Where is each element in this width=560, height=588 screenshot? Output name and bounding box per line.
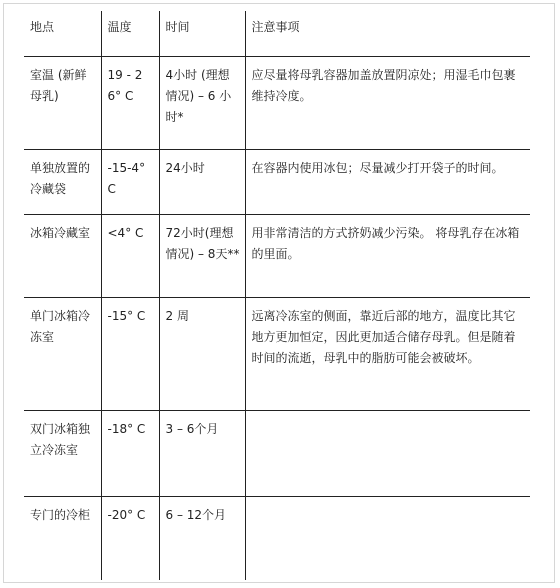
cell-time: 3 – 6个月 xyxy=(159,410,245,496)
cell-time: 24小时 xyxy=(159,149,245,214)
cell-location: 单门冰箱冷冻室 xyxy=(24,297,101,410)
cell-notes: 远离冷冻室的侧面，靠近后部的地方，温度比其它地方更加恒定，因此更加适合储存母乳。但是随着时间的流逝，母乳中的脂肪可能会被破坏。 xyxy=(245,297,530,410)
table-header-row xyxy=(24,11,530,56)
cell-notes: 应尽量将母乳容器加盖放置阴凉处；用湿毛巾包裹维持冷度。 xyxy=(245,56,530,149)
cell-time: 2 周 xyxy=(159,297,245,410)
cell-temperature: -15° C xyxy=(101,297,159,410)
table-row xyxy=(24,56,530,149)
breastmilk-storage-table xyxy=(24,11,530,580)
document-frame xyxy=(3,3,555,583)
table-row xyxy=(24,149,530,214)
cell-temperature: -18° C xyxy=(101,410,159,496)
header-location: 地点 xyxy=(24,11,101,56)
cell-notes xyxy=(245,410,530,496)
header-notes: 注意事项 xyxy=(245,11,530,56)
cell-location: 室温 (新鲜母乳) xyxy=(24,56,101,149)
table-row xyxy=(24,214,530,297)
cell-location: 双门冰箱独立冷冻室 xyxy=(24,410,101,496)
cell-temperature: -15-4° C xyxy=(101,149,159,214)
cell-temperature: 19 - 26° C xyxy=(101,56,159,149)
header-time: 时间 xyxy=(159,11,245,56)
cell-temperature: -20° C xyxy=(101,496,159,580)
cell-location: 单独放置的冷藏袋 xyxy=(24,149,101,214)
cell-notes xyxy=(245,496,530,580)
cell-time: 4小时 (理想情况) – 6 小时* xyxy=(159,56,245,149)
cell-temperature: <4° C xyxy=(101,214,159,297)
header-temperature: 温度 xyxy=(101,11,159,56)
cell-notes: 在容器内使用冰包；尽量减少打开袋子的时间。 xyxy=(245,149,530,214)
cell-time: 6 – 12个月 xyxy=(159,496,245,580)
table-row xyxy=(24,496,530,580)
cell-location: 冰箱冷藏室 xyxy=(24,214,101,297)
table-row xyxy=(24,410,530,496)
cell-location: 专门的冷柜 xyxy=(24,496,101,580)
cell-time: 72小时(理想情况) – 8天** xyxy=(159,214,245,297)
table-row xyxy=(24,297,530,410)
cell-notes: 用非常清洁的方式挤奶减少污染。 将母乳存在冰箱的里面。 xyxy=(245,214,530,297)
